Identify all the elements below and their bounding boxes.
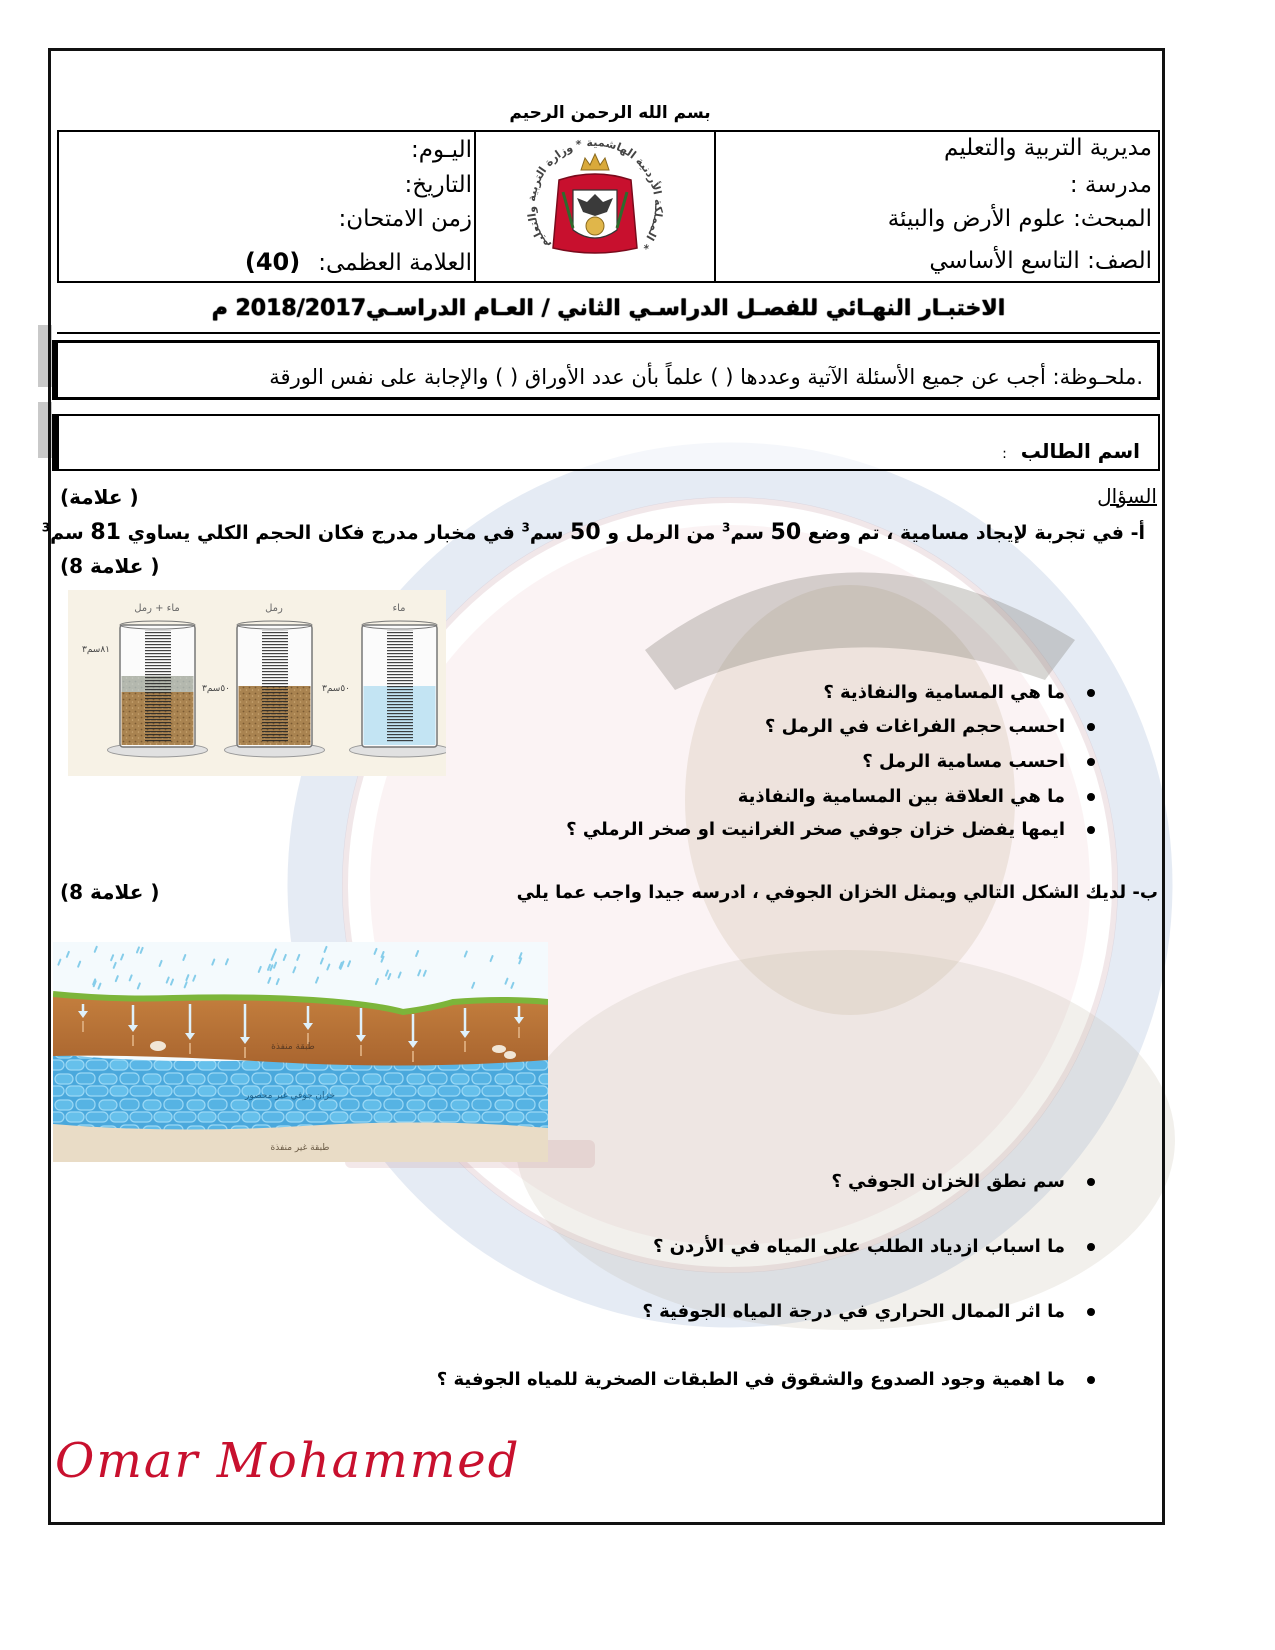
item-text: احسب حجم الفراغات في الرمل ؟ — [764, 716, 1065, 737]
bullet-icon — [1087, 1376, 1095, 1384]
school-field: مدرسة : — [1069, 172, 1152, 198]
cylinder-water-sand — [108, 621, 208, 757]
qa-number: 50 — [770, 520, 802, 545]
subject-field: المبحث: علوم الأرض والبيئة — [887, 206, 1152, 232]
header-divider-left — [474, 130, 476, 283]
student-name-colon: : — [1002, 446, 1007, 462]
qa-part: من الرمل و — [600, 522, 722, 544]
basmala: بسم الله الرحمن الرحيم — [509, 103, 711, 123]
exam-title: الاختبـار النهـائي للفصـل الدراسـي الثاني / العـام الدراسـي2018/2017 م — [211, 296, 1006, 321]
pebble — [150, 1041, 166, 1051]
cylinders-figure — [68, 590, 446, 776]
pebble — [504, 1051, 516, 1059]
qa-exponent: 3 — [41, 520, 51, 535]
label-total-volume: ٨١سم٣ — [81, 645, 111, 655]
permeable-layer — [53, 994, 548, 1066]
note-text: .ملحـوظة: أجب عن جميع الأسئلة الآتية وعددها ( ) علماً بأن عدد الأوراق ( ) والإجابة على نفس الورقة — [269, 365, 1143, 389]
bullet-icon — [1087, 826, 1095, 834]
qa-part: في مخبار مدرج فكان الحجم الكلي يساوي — [120, 522, 522, 544]
scan-artifact-bottom — [38, 402, 52, 458]
label-impermeable-layer: طبقة غير منفذة — [270, 1143, 330, 1153]
item-text: ما اسباب ازدياد الطلب على المياه في الأردن ؟ — [652, 1236, 1065, 1257]
qa-exponent: 3 — [721, 520, 731, 535]
scan-artifact-top — [38, 325, 52, 387]
label-water: ماء — [392, 603, 406, 614]
question-a-mark: (8 علامة ) — [60, 554, 160, 578]
note-box — [52, 340, 1160, 400]
ministry-logo — [477, 132, 713, 281]
question-a-item-1 — [823, 681, 1095, 705]
bullet-icon — [1087, 689, 1095, 697]
directorate: مديرية التربية والتعليم — [944, 135, 1152, 161]
grade-field: الصف: التاسع الأساسي — [929, 248, 1152, 274]
bullet-icon — [1087, 1243, 1095, 1251]
question-a-item-4 — [738, 785, 1095, 809]
student-name-label: اسم الطالب — [1020, 439, 1140, 463]
item-text: احسب مسامية الرمل ؟ — [862, 751, 1065, 772]
bullet-icon — [1087, 758, 1095, 766]
max-mark-value: (40) — [244, 248, 301, 276]
qa-unit: سم — [529, 522, 571, 544]
label-sand-volume: ٥٠سم٣ — [201, 684, 231, 694]
qa-number: 81 — [90, 520, 121, 545]
question-b-item-2 — [653, 1235, 1095, 1259]
question-b-mark: (8 علامة ) — [60, 880, 160, 904]
cylinder-water — [350, 621, 447, 757]
item-text: ما اهمية وجود الصدوع والشقوق في الطبقات الصخرية للمياه الجوفية ؟ — [436, 1369, 1065, 1390]
qa-unit: سم — [730, 522, 771, 544]
label-unconfined-aquifer: خزان جوفي غير محصور — [244, 1091, 336, 1101]
bullet-icon — [1087, 723, 1095, 731]
question-a-item-5 — [566, 818, 1095, 842]
item-text: ايمها يفضل خزان جوفي صخر الغرانيت او صخر الرملي ؟ — [566, 819, 1065, 840]
aquifer-figure — [53, 942, 548, 1162]
day-field: اليـوم: — [411, 137, 472, 163]
qa-unit: سم — [50, 522, 91, 544]
question-a-text — [42, 519, 1145, 547]
globe-icon — [586, 217, 604, 235]
cylinder-sand — [225, 621, 325, 757]
student-name-box — [52, 414, 1160, 471]
bullet-icon — [1087, 1308, 1095, 1316]
label-water-volume: ٥٠سم٣ — [321, 684, 351, 694]
author-signature: Omar Mohammed — [55, 1433, 521, 1489]
qa-number: 50 — [570, 520, 601, 545]
question-header-mark: (علامة ) — [60, 485, 139, 509]
question-a-item-3 — [862, 750, 1095, 774]
item-text: سم نطق الخزان الجوفي ؟ — [831, 1171, 1065, 1192]
logo-ring-text: المملكة الأردنية الهاشمية * وزارة التربية والتعليم * — [524, 135, 666, 252]
max-mark-field — [245, 247, 472, 278]
label-sand: رمل — [265, 603, 283, 614]
question-b-item-4 — [437, 1368, 1095, 1392]
pebble — [492, 1045, 506, 1053]
header-divider-right — [714, 130, 716, 283]
item-text: ما هي المسامية والنفاذية ؟ — [823, 682, 1065, 703]
question-header-label: السؤال — [1097, 484, 1157, 508]
question-b-text: ب- لديك الشكل التالي ويمثل الخزان الجوفي ، ادرسه جيدا واجب عما يلي — [516, 882, 1158, 903]
qa-exponent: 3 — [521, 520, 530, 535]
label-water-sand: ماء + رمل — [134, 603, 180, 614]
date-field: التاريخ: — [404, 172, 472, 198]
bullet-icon — [1087, 793, 1095, 801]
duration-field: زمن الامتحان: — [338, 206, 472, 232]
qa-part: أ- في تجربة لإيجاد مسامية ، تم وضع — [801, 522, 1145, 544]
item-text: ما اثر الممال الحراري في درجة المياه الجوفية ؟ — [642, 1301, 1065, 1322]
question-b-item-3 — [642, 1300, 1095, 1324]
question-b-item-1 — [831, 1170, 1095, 1194]
bullet-icon — [1087, 1178, 1095, 1186]
item-text: ما هي العلاقة بين المسامية والنفاذية — [737, 786, 1065, 807]
label-permeable-layer: طبقة منفذة — [271, 1042, 315, 1052]
title-underline — [57, 332, 1160, 334]
question-a-item-2 — [765, 715, 1095, 739]
max-mark-label: العلامة العظمى: — [318, 250, 472, 276]
student-name-field — [1002, 438, 1140, 467]
